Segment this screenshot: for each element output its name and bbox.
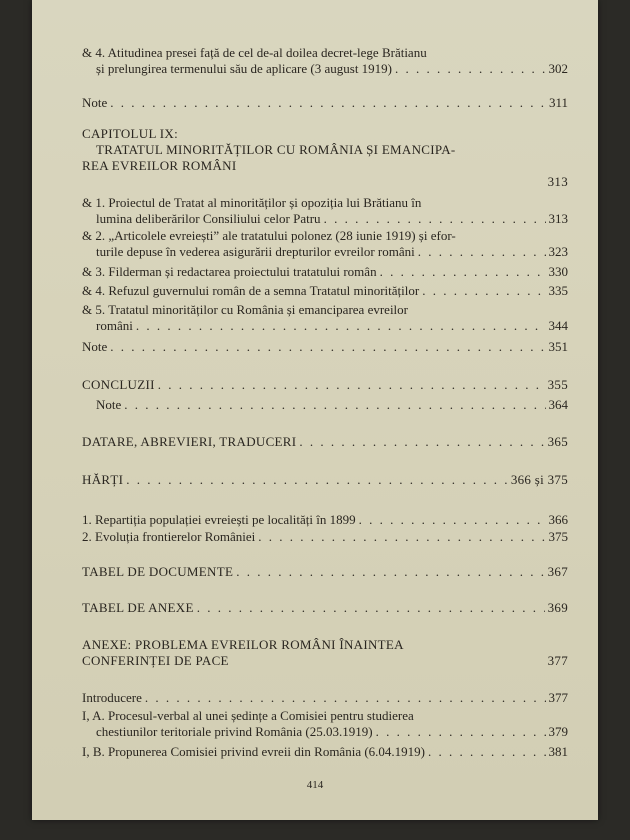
toc-page-number: 330	[548, 264, 568, 279]
leader-dots	[136, 318, 546, 334]
leader-dots	[380, 264, 546, 280]
toc-entry-title: turile depuse în vederea asigurării drepturilor evreilor români	[96, 244, 415, 259]
book-page	[32, 0, 598, 820]
toc-page-number: 344	[548, 318, 568, 333]
leader-dots	[110, 95, 546, 111]
toc-entry	[82, 195, 568, 227]
toc-entry	[82, 228, 568, 260]
toc-entry	[82, 600, 568, 616]
toc-page-number: 367	[547, 564, 568, 579]
toc-entry-title: I, B. Propunerea Comisiei privind evreii din România (6.04.1919)	[82, 744, 425, 759]
toc-page-number: 377	[548, 690, 568, 705]
toc-page-number: 381	[548, 744, 568, 759]
toc-page-number: 366	[548, 512, 568, 527]
toc-entry	[82, 637, 568, 669]
toc-entry	[82, 339, 568, 355]
toc-entry-title: DATARE, ABREVIERI, TRADUCERI	[82, 434, 297, 449]
toc-entry-title: chestiunilor teritoriale privind România (25.03.1919)	[96, 724, 373, 739]
toc-entry	[82, 529, 568, 545]
toc-page-number: 365	[547, 434, 568, 449]
toc-page-number: 335	[548, 283, 568, 298]
toc-page-number: 369	[547, 600, 568, 615]
toc-entry-title: & 1. Proiectul de Tratat al minorităților și opoziția lui Brătianu în	[82, 195, 422, 210]
toc-page-number: 313	[547, 174, 568, 189]
toc-page-number: 366 și 375	[510, 472, 568, 487]
leader-dots	[110, 339, 545, 355]
toc-page-number: 351	[548, 339, 568, 354]
toc-page-number: 379	[548, 724, 568, 739]
toc-entry	[82, 472, 568, 488]
toc-entry-title: Introducere	[82, 690, 142, 705]
toc-entry	[82, 708, 568, 740]
leader-dots	[158, 377, 545, 393]
toc-entry	[82, 377, 568, 393]
toc-entry-title: români	[96, 318, 133, 333]
leader-dots	[428, 744, 546, 760]
toc-entry-title: & 2. „Articolele evreiești” ale tratatului polonez (28 iunie 1919) și efor-	[82, 228, 456, 243]
toc-page-number: 313	[548, 211, 568, 226]
toc-entry	[82, 690, 568, 706]
toc-entry	[82, 283, 568, 299]
page-number: 414	[306, 779, 324, 791]
toc-page-number: 302	[548, 61, 568, 76]
toc-page-number: 375	[548, 529, 568, 544]
leader-dots	[236, 564, 544, 580]
leader-dots	[376, 724, 546, 740]
toc-entry-title: Note	[82, 339, 108, 354]
toc-entry-title: și prelungirea termenului său de aplicare (3 august 1919)	[96, 61, 393, 76]
toc-entry	[82, 302, 568, 334]
toc-page-number: 364	[548, 397, 568, 412]
toc-entry	[82, 45, 568, 77]
toc-entry-title: CONFERINȚEI DE PACE	[82, 653, 229, 668]
leader-dots	[145, 690, 546, 706]
toc-entry	[82, 397, 568, 413]
toc-entry-title: & 3. Filderman și redactarea proiectului tratatului român	[82, 264, 377, 279]
leader-dots	[299, 434, 544, 450]
chapter-heading	[82, 126, 568, 190]
toc-entry	[82, 95, 568, 111]
leader-dots	[197, 600, 545, 616]
chapter-title: TRATATUL MINORITĂȚILOR CU ROMÂNIA ȘI EMANCIPA-	[96, 142, 456, 157]
toc-entry-title: 2. Evoluția frontierelor României	[82, 529, 256, 544]
leader-dots	[418, 244, 546, 260]
toc-entry-title: Note	[82, 95, 108, 110]
toc-entry-title: 1. Repartiția populației evreiești pe localități în 1899	[82, 512, 356, 527]
toc-entry-title: CONCLUZII	[82, 377, 155, 392]
toc-entry	[82, 564, 568, 580]
leader-dots	[126, 472, 508, 488]
toc-entry-title: & 4. Atitudinea presei față de cel de-al doilea decret-lege Brătianu	[82, 45, 427, 60]
toc-entry-title: ANEXE: PROBLEMA EVREILOR ROMÂNI ÎNAINTEA	[82, 637, 404, 652]
toc-entry-title: Note	[96, 397, 122, 412]
toc-page-number: 323	[548, 244, 568, 259]
toc-entry	[82, 264, 568, 280]
leader-dots	[324, 211, 546, 227]
toc-entry-title: lumina deliberărilor Consiliului celor Patru	[96, 211, 321, 226]
leader-dots	[422, 283, 545, 299]
chapter-title: REA EVREILOR ROMÂNI	[82, 158, 237, 173]
toc-entry-title: HĂRȚI	[82, 472, 124, 487]
leader-dots	[124, 397, 545, 413]
toc-page-number: 355	[547, 377, 568, 392]
chapter-label: CAPITOLUL IX:	[82, 126, 178, 141]
toc-entry-title: & 4. Refuzul guvernului român de a semna Tratatul minorităților	[82, 283, 420, 298]
toc-entry	[82, 434, 568, 450]
leader-dots	[258, 529, 545, 545]
leader-dots	[395, 61, 545, 77]
toc-page-number: 311	[548, 95, 568, 110]
toc-entry-title: I, A. Procesul-verbal al unei ședințe a Comisiei pentru studierea	[82, 708, 414, 723]
toc-entry	[82, 744, 568, 760]
toc-entry-title: TABEL DE ANEXE	[82, 600, 194, 615]
leader-dots	[359, 512, 546, 528]
toc-page-number: 377	[547, 653, 568, 668]
toc-entry-title: & 5. Tratatul minorităților cu România și emanciparea evreilor	[82, 302, 408, 317]
toc-entry	[82, 512, 568, 528]
toc-entry-title: TABEL DE DOCUMENTE	[82, 564, 234, 579]
